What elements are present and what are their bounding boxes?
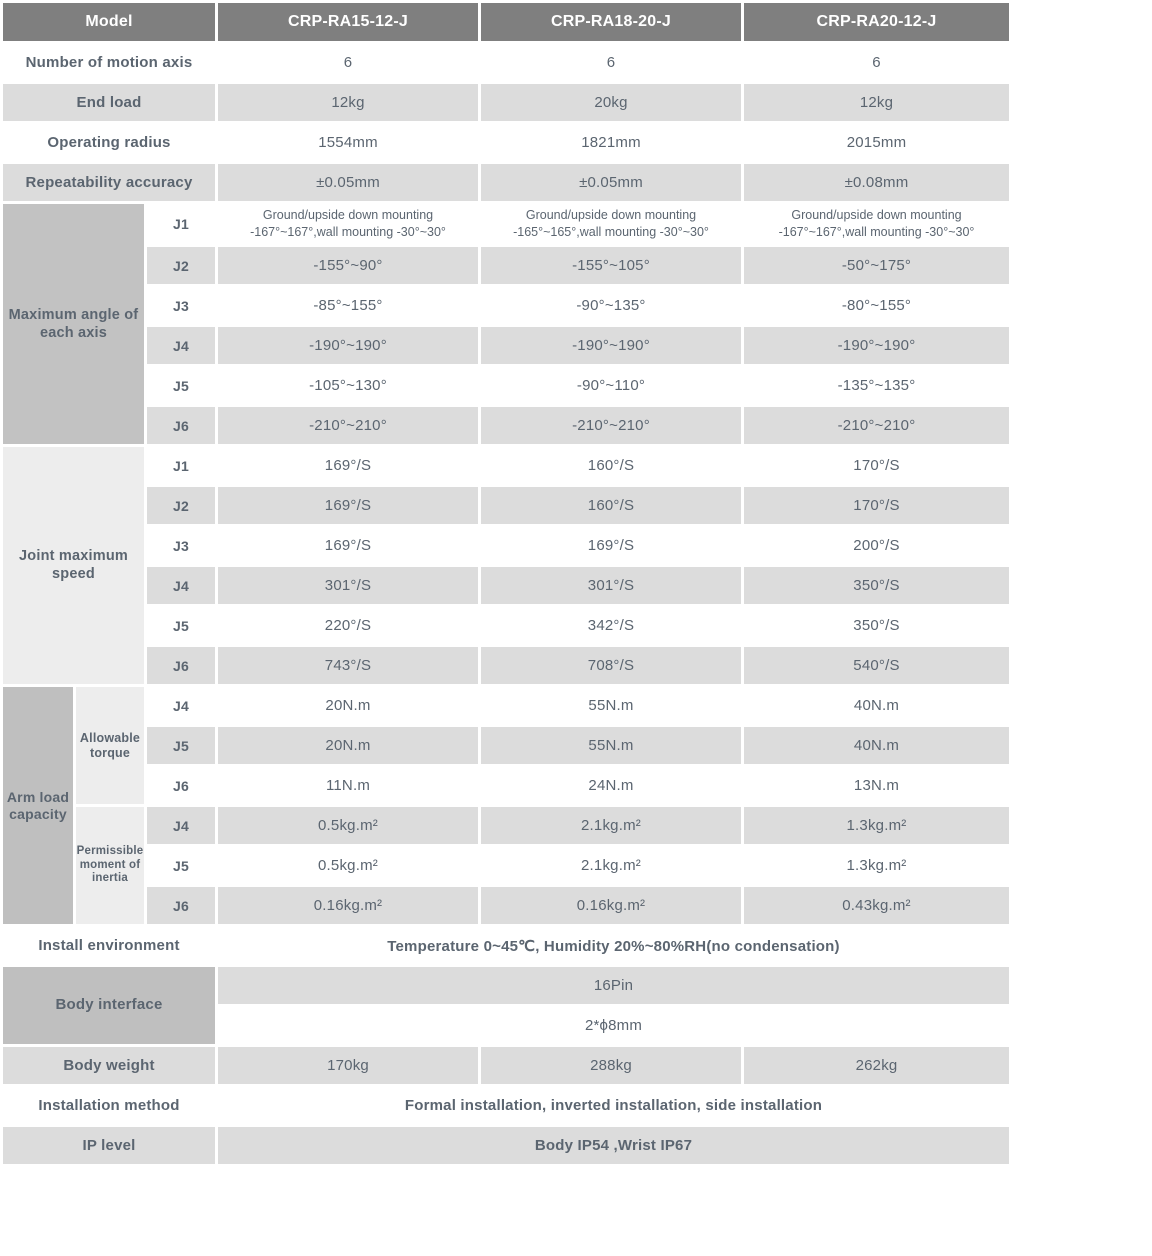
spec-value: 12kg xyxy=(218,84,478,121)
joint-label: J5 xyxy=(173,617,189,634)
spec-value: 0.16kg.m² xyxy=(218,887,478,924)
spec-value: -155°~105° xyxy=(481,247,741,284)
spec-value: 6 xyxy=(606,54,616,71)
row-speed-j3 xyxy=(3,527,1009,564)
row-speed-j2 xyxy=(3,487,1009,524)
row-angle-j2 xyxy=(3,247,1009,284)
model-name-ra15: CRP-RA15-12-J xyxy=(218,3,478,41)
subsection-label-inertia: Permissible moment of inertia xyxy=(76,807,144,924)
row-angle-j5 xyxy=(3,367,1009,404)
row-inertia-j5 xyxy=(3,847,1009,884)
joint-label: J1 xyxy=(173,216,189,232)
row-body-interface-1 xyxy=(3,967,1009,1004)
joint-label: J3 xyxy=(173,537,189,554)
joint-label: J4 xyxy=(147,807,215,844)
spec-value: ±0.05mm xyxy=(481,164,741,201)
spec-value: 0.5kg.m² xyxy=(218,807,478,844)
joint-label: J5 xyxy=(173,857,189,874)
spec-value: 170°/S xyxy=(853,457,900,474)
spec-value: 2*ϕ8mm xyxy=(584,1017,643,1034)
spec-value: 13N.m xyxy=(853,777,900,794)
joint-label: J4 xyxy=(147,327,215,364)
spec-value: 24N.m xyxy=(588,777,634,794)
spec-value: -210°~210° xyxy=(744,407,1009,444)
spec-value: 2.1kg.m² xyxy=(581,857,641,874)
row-end-load xyxy=(3,84,1009,121)
spec-value: 169°/S xyxy=(587,537,635,554)
row-speed-j4 xyxy=(3,567,1009,604)
spec-value: 342°/S xyxy=(587,617,635,634)
spec-value: 40N.m xyxy=(744,727,1009,764)
spec-value: 350°/S xyxy=(853,617,900,634)
spec-value: 169°/S xyxy=(324,457,372,474)
row-speed-j1 xyxy=(3,447,1009,484)
model-name-ra18: CRP-RA18-20-J xyxy=(481,3,741,41)
spec-value: -50°~175° xyxy=(744,247,1009,284)
row-angle-j3 xyxy=(3,287,1009,324)
section-label-arm-load: Arm load capacity xyxy=(3,687,73,924)
spec-value: 288kg xyxy=(481,1047,741,1084)
spec-value: 40N.m xyxy=(853,697,900,714)
section-label-body-interface: Body interface xyxy=(3,967,215,1044)
spec-value: -210°~210° xyxy=(218,407,478,444)
row-angle-j1 xyxy=(3,204,1009,244)
spec-value: ±0.05mm xyxy=(218,164,478,201)
spec-value: 160°/S xyxy=(481,487,741,524)
spec-value: -190°~190° xyxy=(218,327,478,364)
spec-value: 6 xyxy=(343,54,353,71)
spec-value: 200°/S xyxy=(853,537,900,554)
joint-label: J4 xyxy=(173,697,189,714)
spec-value: 11N.m xyxy=(325,777,371,794)
row-torque-j5 xyxy=(3,727,1009,764)
row-label: Installation method xyxy=(38,1097,180,1114)
section-label-joint-speed: Joint maximum speed xyxy=(3,447,144,684)
joint-label: J2 xyxy=(147,487,215,524)
spec-value: 55N.m xyxy=(588,697,634,714)
joint-label: J5 xyxy=(173,377,189,394)
row-torque-j4 xyxy=(3,687,1009,724)
row-operating-radius xyxy=(3,124,1009,161)
spec-value: Ground/upside down mounting -167°~167°,wall mounting -30°~30° xyxy=(778,207,975,239)
row-label: Body weight xyxy=(3,1047,215,1084)
spec-value: 20N.m xyxy=(218,727,478,764)
row-install-environment xyxy=(3,927,1009,964)
spec-value: 16Pin xyxy=(218,967,1009,1004)
spec-value: 1821mm xyxy=(581,134,641,151)
row-installation-method xyxy=(3,1087,1009,1124)
spec-value: -135°~135° xyxy=(837,377,916,394)
subsection-label-torque: Allowable torque xyxy=(76,687,144,804)
model-header-cell: Model xyxy=(3,3,215,41)
section-label-max-angle: Maximum angle of each axis xyxy=(3,204,144,444)
spec-value: -85°~155° xyxy=(313,297,383,314)
row-torque-j6 xyxy=(3,767,1009,804)
spec-value: 55N.m xyxy=(481,727,741,764)
spec-value: 169°/S xyxy=(324,537,372,554)
spec-value: Ground/upside down mounting -165°~165°,wall mounting -30°~30° xyxy=(513,207,709,239)
spec-value: 220°/S xyxy=(324,617,372,634)
row-repeatability xyxy=(3,164,1009,201)
header-row xyxy=(3,3,1009,41)
spec-value: Temperature 0~45℃, Humidity 20%~80%RH(no condensation) xyxy=(387,937,840,955)
spec-value: Body IP54 ,Wrist IP67 xyxy=(218,1127,1009,1164)
row-label: IP level xyxy=(3,1127,215,1164)
row-label: Number of motion axis xyxy=(25,54,193,71)
spec-value: -190°~190° xyxy=(481,327,741,364)
spec-value: 20N.m xyxy=(325,697,371,714)
spec-value: 262kg xyxy=(744,1047,1009,1084)
spec-value: -105°~130° xyxy=(309,377,387,394)
spec-value: 12kg xyxy=(744,84,1009,121)
row-label: Operating radius xyxy=(47,134,171,151)
spec-value: 170kg xyxy=(218,1047,478,1084)
spec-value: -155°~90° xyxy=(218,247,478,284)
joint-label: J5 xyxy=(147,727,215,764)
row-speed-j5 xyxy=(3,607,1009,644)
spec-value: 1.3kg.m² xyxy=(744,807,1009,844)
joint-label: J6 xyxy=(147,407,215,444)
spec-value: Formal installation, inverted installation, side installation xyxy=(404,1097,823,1114)
row-label: End load xyxy=(3,84,215,121)
spec-value: 350°/S xyxy=(744,567,1009,604)
spec-value: -90°~135° xyxy=(576,297,646,314)
spec-value: 20kg xyxy=(481,84,741,121)
spec-value: -190°~190° xyxy=(744,327,1009,364)
row-label: Install environment xyxy=(38,937,180,954)
joint-label: J6 xyxy=(147,647,215,684)
joint-label: J6 xyxy=(147,887,215,924)
spec-value: ±0.08mm xyxy=(744,164,1009,201)
spec-value: 708°/S xyxy=(481,647,741,684)
spec-value: 169°/S xyxy=(218,487,478,524)
spec-value: -90°~110° xyxy=(576,377,646,394)
row-angle-j4 xyxy=(3,327,1009,364)
joint-label: J4 xyxy=(147,567,215,604)
row-motion-axis xyxy=(3,44,1009,81)
spec-value: 0.43kg.m² xyxy=(744,887,1009,924)
row-label: Repeatability accuracy xyxy=(3,164,215,201)
spec-value: 0.16kg.m² xyxy=(481,887,741,924)
spec-value: 1.3kg.m² xyxy=(846,857,907,874)
spec-value: 160°/S xyxy=(587,457,635,474)
spec-value: -210°~210° xyxy=(481,407,741,444)
spec-value: 301°/S xyxy=(481,567,741,604)
row-body-weight xyxy=(3,1047,1009,1084)
spec-value: 2.1kg.m² xyxy=(481,807,741,844)
spec-value: 1554mm xyxy=(318,134,378,151)
joint-label: J6 xyxy=(173,777,189,794)
spec-value: 743°/S xyxy=(218,647,478,684)
spec-value: -80°~155° xyxy=(841,297,912,314)
spec-value: 301°/S xyxy=(218,567,478,604)
row-ip-level xyxy=(3,1127,1009,1164)
row-inertia-j6 xyxy=(3,887,1009,924)
spec-value: 540°/S xyxy=(744,647,1009,684)
row-inertia-j4 xyxy=(3,807,1009,844)
joint-label: J1 xyxy=(173,457,189,474)
spec-value: 0.5kg.m² xyxy=(318,857,378,874)
joint-label: J3 xyxy=(173,297,189,314)
row-speed-j6 xyxy=(3,647,1009,684)
spec-value: 6 xyxy=(872,54,881,71)
joint-label: J2 xyxy=(147,247,215,284)
spec-value: 2015mm xyxy=(846,134,907,151)
model-name-ra20: CRP-RA20-12-J xyxy=(744,3,1009,41)
spec-value: Ground/upside down mounting -167°~167°,wall mounting -30°~30° xyxy=(250,207,446,239)
row-angle-j6 xyxy=(3,407,1009,444)
spec-value: 170°/S xyxy=(744,487,1009,524)
